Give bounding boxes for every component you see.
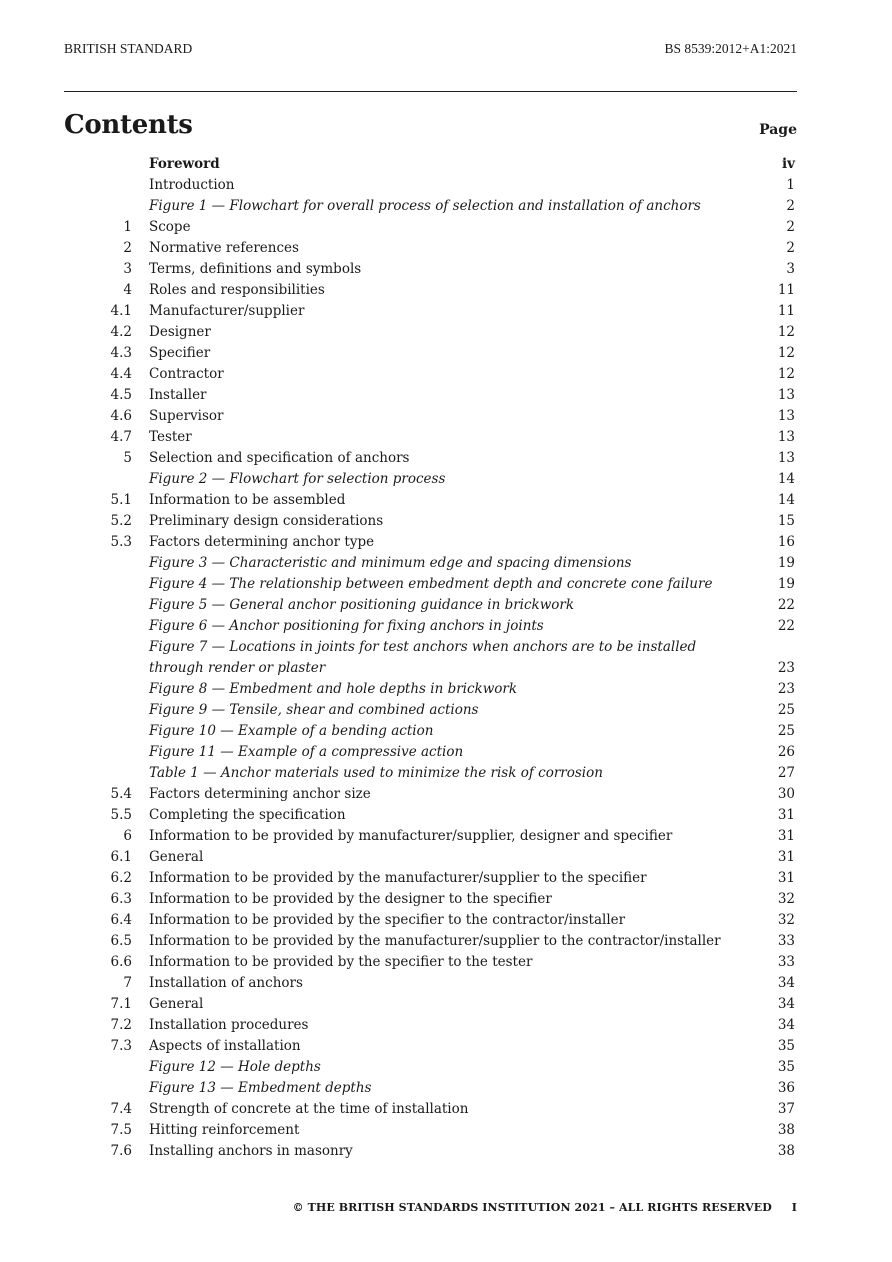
toc-entry-number: 4.7 [110, 429, 132, 445]
toc-entry-title: Factors determining anchor type [149, 534, 375, 550]
toc-entry-title: Terms, definitions and symbols [149, 261, 362, 277]
toc-entry-page: 33 [777, 954, 795, 970]
toc-entry-title: Manufacturer/supplier [149, 303, 305, 319]
toc-entry[interactable] [64, 553, 797, 574]
toc-entry[interactable] [64, 217, 797, 238]
running-header [64, 41, 797, 61]
toc-entry-title: Figure 13 — Embedment depths [149, 1080, 372, 1096]
toc-entry-page: 2 [786, 219, 795, 235]
toc-entry[interactable] [64, 322, 797, 343]
toc-entry-number: 5.5 [110, 807, 132, 823]
toc-entry-number: 6.6 [110, 954, 132, 970]
toc-entry[interactable] [64, 490, 797, 511]
toc-entry[interactable] [64, 385, 797, 406]
header-rule [64, 91, 797, 92]
toc-entry-number: 2 [123, 240, 132, 256]
toc-entry-number: 5.2 [110, 513, 132, 529]
toc-entry-page: 25 [777, 702, 795, 718]
toc-entry-number: 7 [123, 975, 132, 991]
toc-entry-page: 38 [777, 1122, 795, 1138]
table-of-contents [64, 154, 797, 1162]
toc-entry[interactable] [64, 973, 797, 994]
toc-entry-title: Normative references [149, 240, 299, 256]
toc-entry-title: Preliminary design considerations [149, 513, 384, 529]
toc-entry[interactable] [64, 1057, 797, 1078]
toc-entry-page: 19 [777, 555, 795, 571]
toc-entry-number: 7.2 [110, 1017, 132, 1033]
toc-entry-number: 6.2 [110, 870, 132, 886]
toc-entry-page: 31 [777, 849, 795, 865]
toc-entry-number: 4.2 [110, 324, 132, 340]
toc-entry-title: Contractor [149, 366, 224, 382]
toc-entry[interactable] [64, 1141, 797, 1162]
toc-entry-page: 13 [777, 429, 795, 445]
toc-entry-page: 3 [786, 261, 795, 277]
toc-entry[interactable] [64, 1120, 797, 1141]
toc-entry[interactable] [64, 1078, 797, 1099]
toc-entry-number: 7.4 [110, 1101, 132, 1117]
toc-entry-page: 37 [777, 1101, 795, 1117]
toc-entry-page: 15 [777, 513, 795, 529]
toc-entry[interactable] [64, 511, 797, 532]
toc-entry[interactable] [64, 763, 797, 784]
toc-entry-page: 31 [777, 807, 795, 823]
toc-entry[interactable] [64, 616, 797, 637]
toc-entry[interactable] [64, 868, 797, 889]
toc-entry-page: 32 [777, 912, 795, 928]
toc-entry-page: 25 [777, 723, 795, 739]
toc-entry-number: 4.5 [110, 387, 132, 403]
toc-entry[interactable] [64, 1099, 797, 1120]
toc-entry-title: Information to be provided by the manufacturer/supplier to the specifier [149, 870, 647, 886]
toc-entry-title: Tester [149, 429, 192, 445]
toc-entry-number: 5 [123, 450, 132, 466]
footer-copyright: © THE BRITISH STANDARDS INSTITUTION 2021 – ALL RIGHTS RESERVED [292, 1201, 772, 1214]
toc-entry-page: 1 [786, 177, 795, 193]
toc-entry[interactable] [64, 448, 797, 469]
toc-entry-number: 4.3 [110, 345, 132, 361]
toc-entry-title: Hitting reinforcement [149, 1122, 300, 1138]
toc-entry-title: Figure 7 — Locations in joints for test anchors when anchors are to be installed through render or plaster [149, 639, 697, 676]
toc-entry-page: 13 [777, 408, 795, 424]
toc-entry-page: 11 [777, 303, 795, 319]
toc-entry[interactable] [64, 280, 797, 301]
toc-entry-page: 23 [777, 660, 795, 676]
toc-entry-page: iv [782, 156, 795, 172]
toc-entry-number: 6 [123, 828, 132, 844]
toc-entry-title: Installing anchors in masonry [149, 1143, 353, 1159]
toc-entry-page: 13 [777, 387, 795, 403]
header-left: BRITISH STANDARD [64, 41, 193, 56]
toc-entry-page: 31 [777, 870, 795, 886]
toc-entry[interactable] [64, 532, 797, 553]
toc-entry[interactable] [64, 364, 797, 385]
toc-entry[interactable] [64, 1015, 797, 1036]
toc-entry-page: 30 [777, 786, 795, 802]
toc-entry-title: Factors determining anchor size [149, 786, 371, 802]
toc-entry-title: Information to be provided by the specifier to the contractor/installer [149, 912, 626, 928]
toc-entry-number: 6.1 [110, 849, 132, 865]
toc-entry[interactable] [64, 952, 797, 973]
toc-entry-number: 6.3 [110, 891, 132, 907]
toc-entry[interactable] [64, 343, 797, 364]
toc-entry-number: 4 [123, 282, 132, 298]
toc-entry-page: 23 [777, 681, 795, 697]
toc-entry[interactable] [64, 700, 797, 721]
toc-entry-number: 3 [123, 261, 132, 277]
toc-entry-title: Selection and specification of anchors [149, 450, 410, 466]
toc-entry[interactable] [64, 301, 797, 322]
toc-entry-title: Installation procedures [149, 1017, 309, 1033]
toc-entry-page: 12 [777, 366, 795, 382]
toc-entry-title: Figure 1 — Flowchart for overall process of selection and installation of anchors [149, 198, 701, 214]
toc-entry[interactable] [64, 175, 797, 196]
toc-entry-page: 27 [777, 765, 795, 781]
toc-entry-number: 5.3 [110, 534, 132, 550]
toc-entry-page: 34 [777, 975, 795, 991]
toc-entry[interactable] [64, 805, 797, 826]
toc-entry-page: 22 [777, 597, 795, 613]
footer [293, 1201, 797, 1214]
toc-entry-title: Introduction [149, 177, 235, 193]
toc-entry-page: 14 [777, 492, 795, 508]
toc-entry-title: Information to be provided by the designer to the specifier [149, 891, 552, 907]
page-title: Contents [64, 110, 193, 140]
toc-entry-page: 2 [786, 198, 795, 214]
toc-entry-title: Figure 2 — Flowchart for selection process [149, 471, 446, 487]
toc-entry[interactable] [64, 196, 797, 217]
toc-entry[interactable] [64, 637, 797, 679]
toc-entry[interactable] [64, 1036, 797, 1057]
toc-entry[interactable] [64, 910, 797, 931]
toc-entry-title: Designer [149, 324, 211, 340]
toc-entry-number: 6.4 [110, 912, 132, 928]
title-row [64, 110, 797, 146]
toc-entry-number: 7.5 [110, 1122, 132, 1138]
toc-entry-title: Figure 12 — Hole depths [149, 1059, 321, 1075]
toc-entry[interactable] [64, 469, 797, 490]
toc-entry[interactable] [64, 259, 797, 280]
toc-entry[interactable] [64, 238, 797, 259]
toc-entry-page: 13 [777, 450, 795, 466]
toc-entry-number: 4.1 [110, 303, 132, 319]
page-column-label: Page [759, 122, 797, 138]
toc-entry-page: 35 [777, 1038, 795, 1054]
toc-entry-title: Strength of concrete at the time of installation [149, 1101, 469, 1117]
toc-entry[interactable] [64, 679, 797, 700]
toc-entry-title: Information to be provided by manufacturer/supplier, designer and specifier [149, 828, 673, 844]
toc-entry-title: Information to be assembled [149, 492, 346, 508]
toc-entry-title: Figure 8 — Embedment and hole depths in brickwork [149, 681, 518, 697]
toc-entry-title: Aspects of installation [149, 1038, 301, 1054]
toc-entry-page: 12 [777, 345, 795, 361]
toc-entry-title: Scope [149, 219, 191, 235]
toc-entry-page: 36 [777, 1080, 795, 1096]
toc-entry[interactable] [64, 784, 797, 805]
toc-entry-page: 38 [777, 1143, 795, 1159]
toc-entry-title: Figure 6 — Anchor positioning for fixing anchors in joints [149, 618, 544, 634]
toc-entry-page: 31 [777, 828, 795, 844]
toc-entry[interactable] [64, 721, 797, 742]
toc-entry-number: 5.4 [110, 786, 132, 802]
toc-entry-page: 32 [777, 891, 795, 907]
toc-entry-title: General [149, 849, 204, 865]
toc-entry[interactable] [64, 889, 797, 910]
toc-entry-title: General [149, 996, 204, 1012]
toc-entry-page: 34 [777, 996, 795, 1012]
toc-entry-title: Supervisor [149, 408, 224, 424]
toc-entry[interactable] [64, 931, 797, 952]
toc-entry-page: 19 [777, 576, 795, 592]
toc-entry-title: Installer [149, 387, 207, 403]
toc-entry-title: Table 1 — Anchor materials used to minimize the risk of corrosion [149, 765, 603, 781]
toc-entry[interactable] [64, 406, 797, 427]
toc-entry-page: 11 [777, 282, 795, 298]
toc-entry-title: Completing the specification [149, 807, 346, 823]
toc-entry[interactable] [64, 994, 797, 1015]
toc-entry-title: Foreword [149, 156, 220, 172]
toc-entry-title: Figure 5 — General anchor positioning guidance in brickwork [149, 597, 575, 613]
toc-entry-page: 12 [777, 324, 795, 340]
toc-entry[interactable] [64, 154, 797, 175]
toc-entry[interactable] [64, 595, 797, 616]
toc-entry-title: Figure 11 — Example of a compressive action [149, 744, 464, 760]
toc-entry-title: Installation of anchors [149, 975, 303, 991]
toc-entry-page: 33 [777, 933, 795, 949]
header-right: BS 8539:2012+A1:2021 [664, 41, 797, 56]
toc-entry-number: 4.6 [110, 408, 132, 424]
footer-page-number: I [791, 1201, 797, 1214]
toc-entry-page: 22 [777, 618, 795, 634]
toc-entry-title: Figure 4 — The relationship between embedment depth and concrete cone failure [149, 576, 713, 592]
toc-entry-number: 1 [123, 219, 132, 235]
toc-entry[interactable] [64, 826, 797, 847]
toc-entry-title: Figure 10 — Example of a bending action [149, 723, 434, 739]
toc-entry-title: Information to be provided by the specifier to the tester [149, 954, 533, 970]
toc-entry-title: Roles and responsibilities [149, 282, 325, 298]
toc-entry-page: 35 [777, 1059, 795, 1075]
toc-entry-number: 7.1 [110, 996, 132, 1012]
toc-entry[interactable] [64, 574, 797, 595]
toc-entry-page: 26 [777, 744, 795, 760]
toc-entry-number: 6.5 [110, 933, 132, 949]
toc-entry-page: 14 [777, 471, 795, 487]
toc-entry-title: Figure 9 — Tensile, shear and combined actions [149, 702, 479, 718]
toc-entry-page: 34 [777, 1017, 795, 1033]
toc-entry-title: Figure 3 — Characteristic and minimum edge and spacing dimensions [149, 555, 632, 571]
toc-entry-number: 5.1 [110, 492, 132, 508]
toc-entry-page: 2 [786, 240, 795, 256]
toc-entry[interactable] [64, 847, 797, 868]
toc-entry-title: Specifier [149, 345, 211, 361]
toc-entry[interactable] [64, 427, 797, 448]
toc-entry-number: 7.3 [110, 1038, 132, 1054]
toc-entry-page: 16 [777, 534, 795, 550]
toc-entry-number: 7.6 [110, 1143, 132, 1159]
toc-entry[interactable] [64, 742, 797, 763]
toc-entry-number: 4.4 [110, 366, 132, 382]
toc-entry-title: Information to be provided by the manufacturer/supplier to the contractor/installer [149, 933, 721, 949]
